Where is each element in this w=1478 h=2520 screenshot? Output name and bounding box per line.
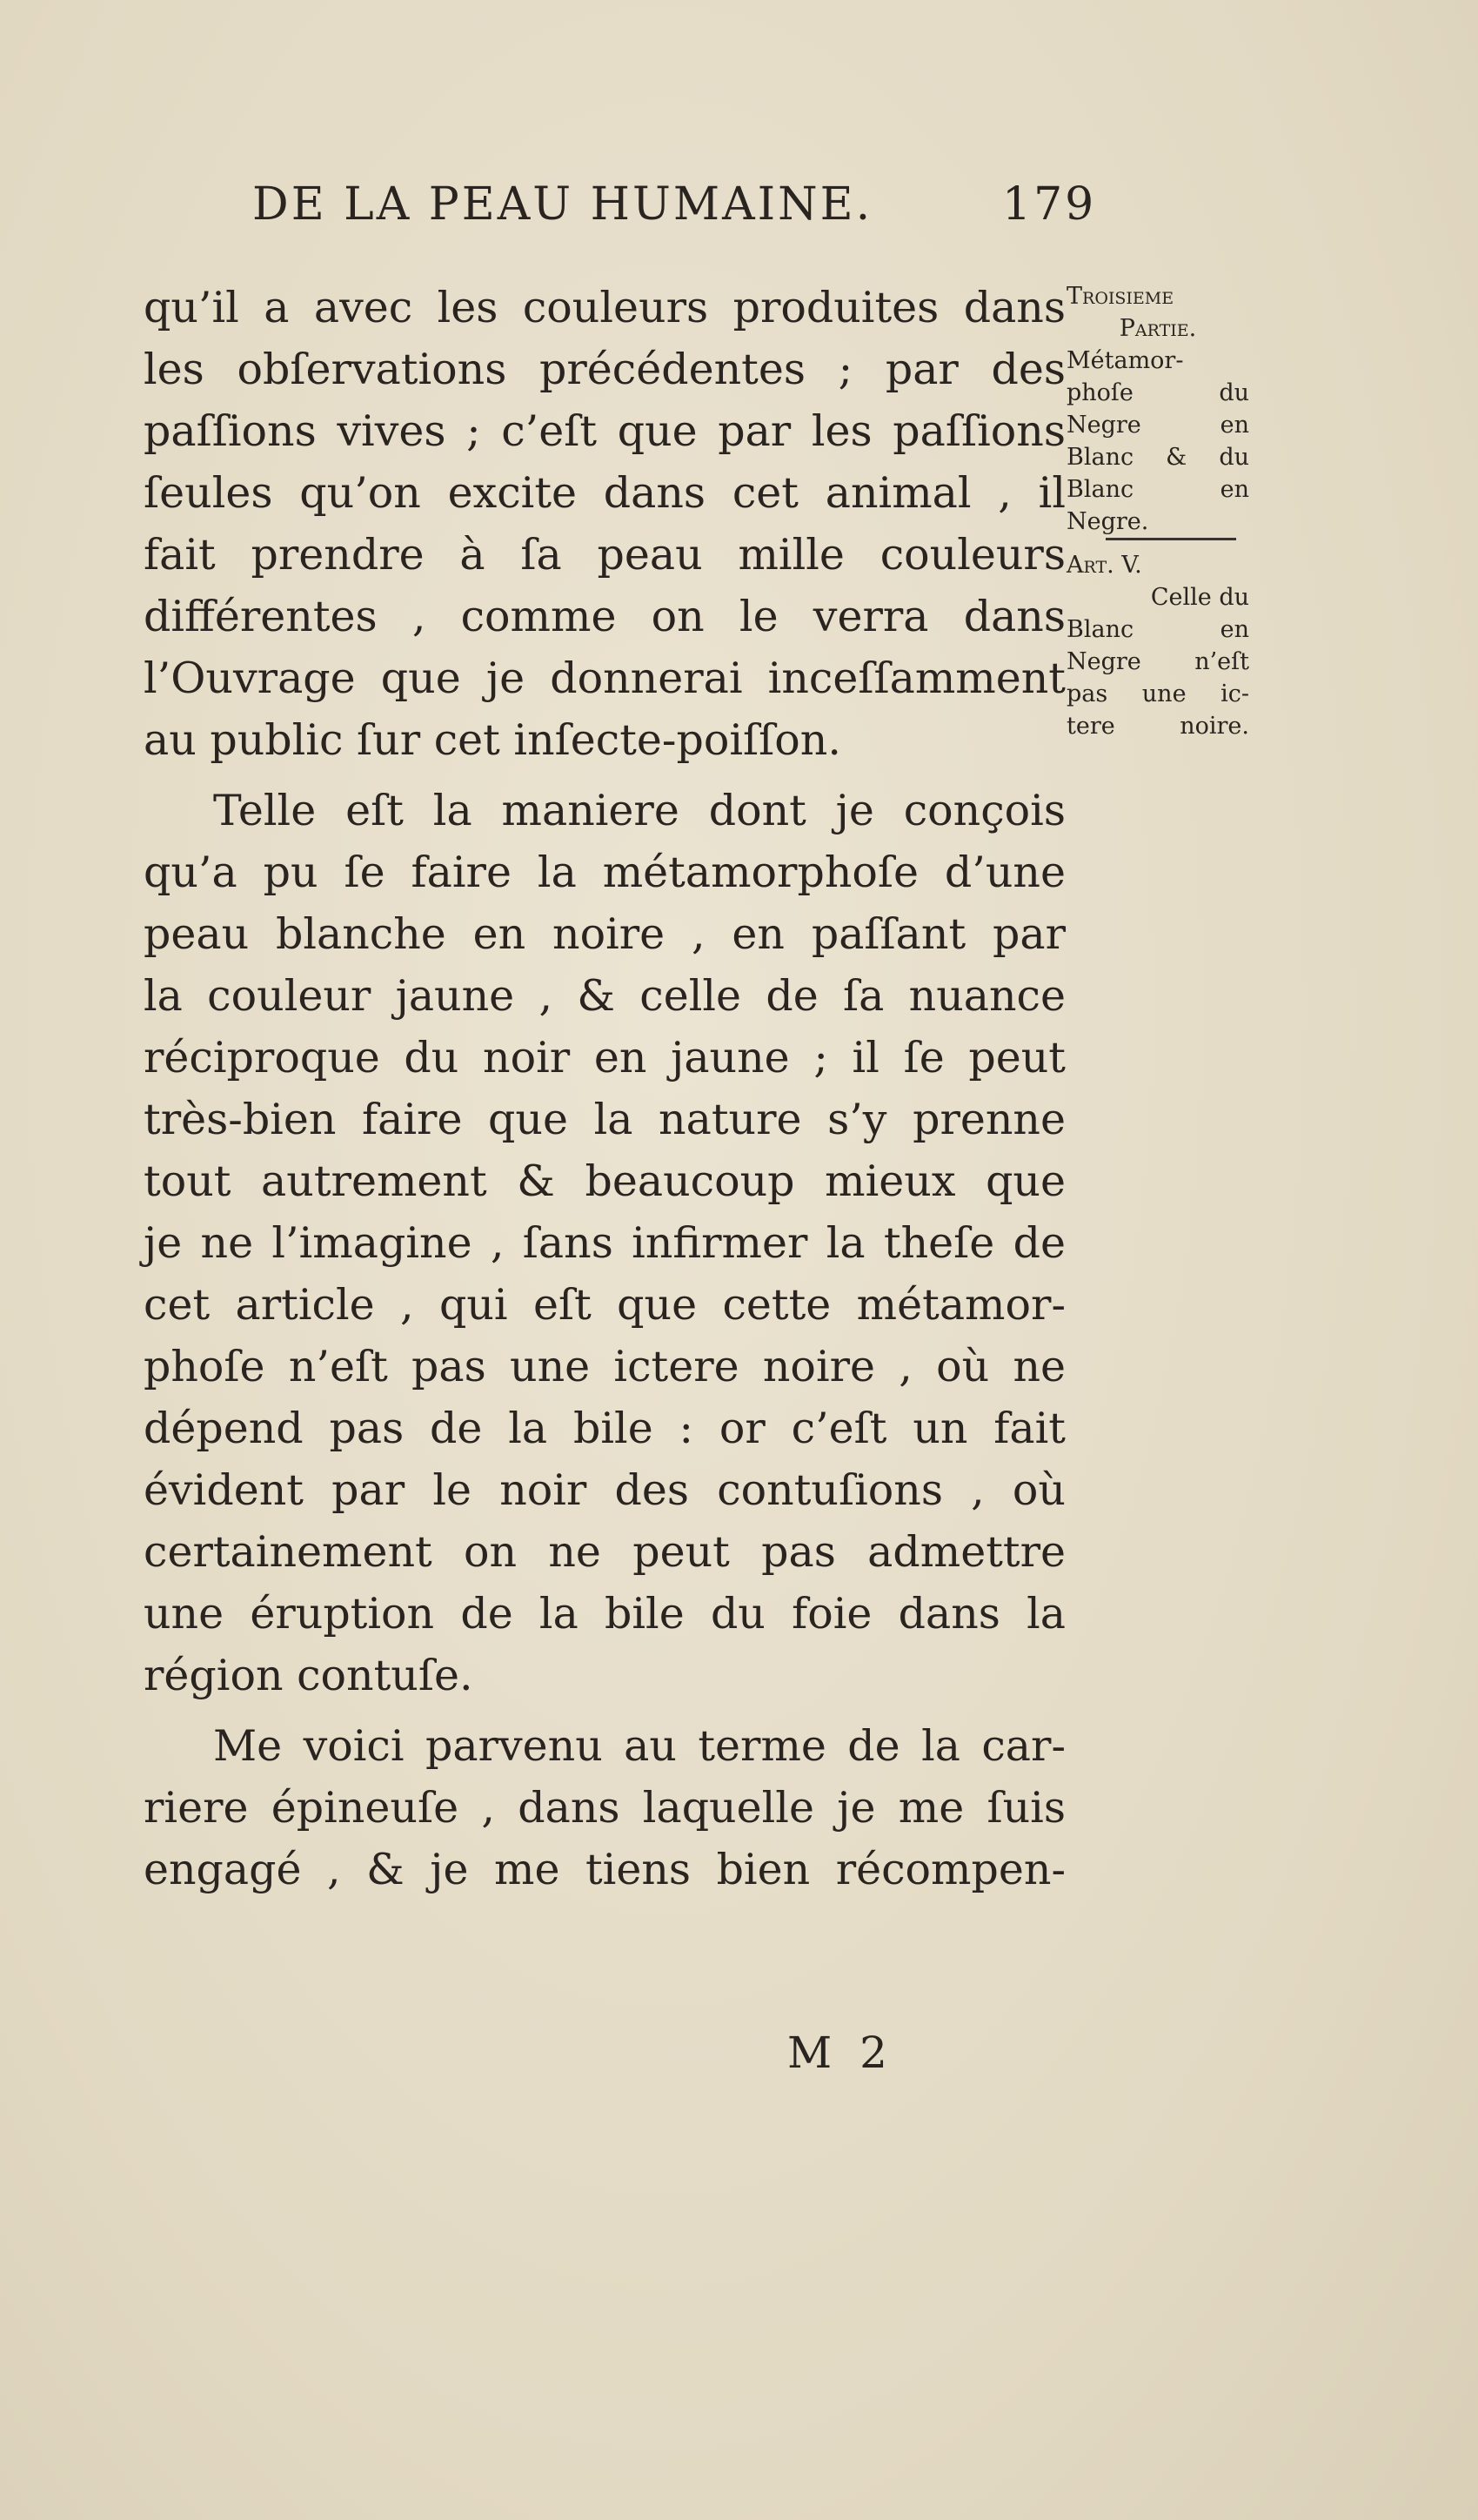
text-line: phoſe n’eſt pas une ictere noire , où ne: [144, 1342, 1066, 1391]
text-line: Telle eſt la maniere dont je conçois: [213, 786, 1066, 835]
text-line: région contuſe.: [144, 1651, 473, 1700]
margin-line: Blanc en: [1067, 616, 1249, 643]
text-line: riere épineuſe , dans laquelle je me ſuis: [144, 1783, 1066, 1833]
text-line: cet article , qui eſt que cette métamor-: [144, 1280, 1066, 1330]
text-line: engagé , & je me tiens bien récompen-: [144, 1845, 1066, 1894]
text-line: évident par le noir des contuſions , où: [144, 1465, 1066, 1515]
text-line: qu’il a avec les couleurs produites dans: [144, 283, 1066, 332]
main-text: [144, 277, 1066, 1900]
text-line: certainement on ne peut pas admettre: [144, 1527, 1066, 1577]
margin-line: Celle du: [1150, 584, 1249, 611]
text-line: Me voici parvenu au terme de la car-: [213, 1721, 1066, 1771]
text-line: peau blanche en noire , en paſſant par: [144, 909, 1066, 959]
margin-line: Negre n’eſt: [1067, 648, 1249, 675]
text-line: très-bien faire que la nature s’y prenne: [144, 1095, 1066, 1144]
margin-line: Negre en: [1067, 412, 1249, 439]
margin-line: Métamor-: [1067, 347, 1184, 374]
margin-line: Troisieme: [1067, 283, 1174, 310]
running-head: [252, 178, 1097, 231]
margin-line: Negre.: [1067, 508, 1149, 535]
margin-line: Art. V.: [1067, 552, 1142, 579]
text-line: l’Ouvrage que je donnerai inceſſamment: [144, 653, 1066, 703]
text-line: qu’a pu ſe faire la métamorphoſe d’une: [144, 848, 1066, 897]
running-head-title: DE LA PEAU HUMAINE.: [252, 178, 873, 231]
margin-line: Blanc en: [1067, 476, 1249, 503]
text-line: fait prendre à ſa peau mille couleurs: [144, 530, 1066, 580]
page-number: 179: [1002, 178, 1097, 231]
text-line: tout autrement & beaucoup mieux que: [144, 1156, 1066, 1206]
text-line: les obſervations précédentes ; par des: [144, 345, 1066, 394]
text-line: ſeules qu’on excite dans cet animal , il: [144, 468, 1066, 518]
margin-line: Blanc & du: [1067, 444, 1249, 471]
text-line: différentes , comme on le verra dans: [144, 592, 1066, 641]
margin-line: Partie.: [1119, 315, 1197, 342]
text-line: au public ſur cet inſecte-poiſſon.: [144, 715, 841, 765]
text-line: dépend pas de la bile : or c’eſt un fait: [144, 1404, 1066, 1453]
signature-mark: M 2: [787, 2027, 894, 2078]
margin-line: tere noire.: [1067, 713, 1249, 740]
margin-line: phoſe du: [1067, 379, 1249, 406]
text-line: une éruption de la bile du foie dans la: [144, 1589, 1066, 1639]
margin-note: [1067, 280, 1249, 742]
text-line: paſſions vives ; c’eſt que par les paſſions: [144, 406, 1066, 456]
text-line: la couleur jaune , & celle de ſa nuance: [144, 971, 1066, 1021]
text-line: réciproque du noir en jaune ; il ſe peut: [144, 1033, 1066, 1082]
text-line: je ne l’imagine , ſans infirmer la theſe de: [144, 1218, 1066, 1268]
margin-rule: [1106, 538, 1236, 540]
margin-line: pas une ic-: [1067, 680, 1249, 707]
